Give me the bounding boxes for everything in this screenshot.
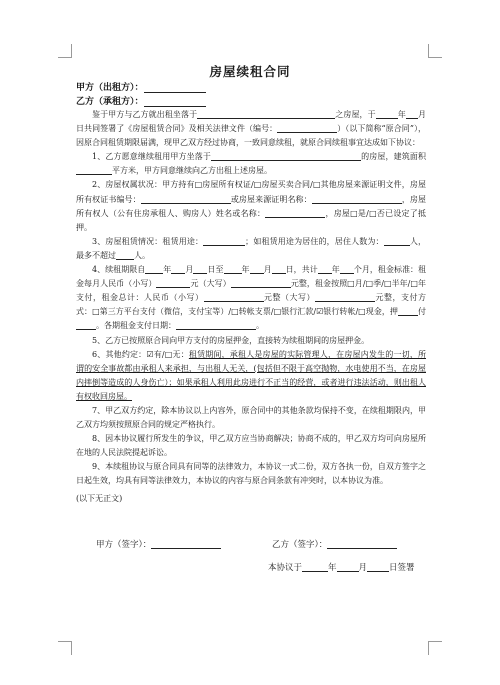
crop-mark-top-left — [58, 44, 72, 58]
party-b-signature-blank[interactable] — [327, 540, 397, 549]
start-year-blank[interactable] — [145, 265, 163, 274]
sign-day-blank[interactable] — [367, 563, 389, 572]
start-month-blank[interactable] — [171, 265, 185, 274]
end-year-blank[interactable] — [224, 265, 242, 274]
party-b-blank[interactable] — [144, 98, 206, 107]
document-title: 房屋续租合同 — [209, 64, 291, 79]
clause-7: 7、甲乙双方约定，除本协议以上内容外，原合同中的其他条款均保持不变，在续租期限内，甲乙双方均须按照原合同的规定严格执行。 — [76, 405, 426, 430]
source-doc-blank[interactable] — [312, 195, 402, 204]
crop-mark-bottom-left — [58, 641, 72, 655]
pay-blank[interactable] — [76, 321, 96, 330]
party-b-line — [76, 94, 206, 107]
start-day-blank[interactable] — [193, 265, 207, 274]
party-a-blank[interactable] — [144, 84, 206, 93]
total-years-blank[interactable] — [318, 265, 332, 274]
clause-1: 1、乙方愿意继续租用甲方坐落于 的房屋，建筑面积平方米，甲方同意继续向乙方出租上述房屋。 — [76, 150, 426, 178]
property-address-blank[interactable] — [211, 152, 361, 161]
party-b-signature: 乙方（签字）： — [272, 538, 397, 550]
crop-mark-top-right — [428, 44, 442, 58]
contract-body — [76, 108, 426, 506]
pay-date-blank[interactable] — [176, 321, 256, 330]
clause-4: 4、续租期限自 年 月 日至 年 月 日，共计 年 个月，租金标准：租金每月人民币（小写） 元（大写） 元整，租金按照□月/□季/□半年/□年支付，租金总计：人民币（小写） 元整（大写） 元整，支付方式：□第三方平台支付（微信，支付宝等）/□转帐支票/□银行汇款/☑银行转帐/□现金，押 付。各期租金支付日期： 。 — [76, 265, 427, 331]
end-month-blank[interactable] — [250, 265, 264, 274]
crop-mark-bottom-right — [428, 641, 442, 655]
month-blank[interactable] — [406, 110, 418, 119]
deposit-blank[interactable] — [398, 307, 418, 316]
area-blank[interactable] — [76, 166, 112, 175]
residents-blank[interactable] — [384, 237, 410, 246]
owner-name-blank[interactable] — [265, 209, 325, 218]
sign-year-blank[interactable] — [302, 563, 328, 572]
year-blank[interactable] — [376, 110, 398, 119]
end-of-text-note: (以下无正文) — [76, 493, 123, 503]
total-large-blank[interactable] — [315, 293, 375, 302]
contract-number-blank[interactable] — [277, 124, 337, 133]
max-residents-blank[interactable] — [116, 251, 134, 260]
party-a-signature-blank[interactable] — [151, 540, 221, 549]
clause-2: 2、房屋权属状况：甲方持有□房屋所有权证/□房屋买卖合同/□其他房屋来源证明文件，房屋所有权证书编号： 或房屋来源证明名称： ，房屋所有权人（公有住房承租人、购房人）姓名或名称： ，房屋□是/□否已设定了抵押。 — [76, 180, 427, 232]
signing-date: 本协议于 年 月 日签署 — [268, 563, 415, 573]
rent-small-blank[interactable] — [156, 279, 190, 288]
party-a-line — [76, 80, 206, 93]
party-a-label: 甲方（出租方）： — [76, 83, 144, 93]
party-a-signature: 甲方（签字）： — [96, 538, 221, 550]
clause-3: 3、房屋租赁情况：租赁用途： ；如租赁用途为居住的，居住人数为： 人，最多不超过 人。 — [76, 236, 427, 260]
sign-month-blank[interactable] — [337, 563, 359, 572]
preamble-paragraph: 鉴于甲方与乙方就出租坐落于 之房屋，于 年 月日共同签署了《房屋租赁合同》及相关法律文件（编号： ）（以下简称“原合同”），因原合同租赁期限届满，现甲乙双方经过协商，一致同意续租，就原合同续租事宜达成如下协议： — [76, 110, 427, 148]
certificate-number-blank[interactable] — [141, 195, 231, 204]
usage-blank[interactable] — [203, 237, 245, 246]
rent-large-blank[interactable] — [231, 279, 291, 288]
clause-6: 6、其他约定：☑有/□无：租赁期间，承租人是房屋的实际管理人，在房屋内发生的一切，所谓的安全事故都由承租人来承担，与出租人无关，(包括但不限于高空抛物，水电使用不当，在房屋内摔倒等造成的人身伤亡）；如果承租人利用此房进行不正当的经营，或者进行违法活动，则出租人有权收回房屋。 — [76, 349, 426, 401]
clause-9: 9、本续租协议与原合同具有同等的法律效力，本协议一式二份，双方各执一份，自双方签字之日起生效，均具有同等法律效力，本协议的内容与原合同条款有冲突时，以本协议为准。 — [76, 462, 426, 486]
clause-8: 8、因本协议履行所发生的争议，甲乙双方应当协商解决；协商不成的，甲乙双方均可向房屋所在地的人民法院提起诉讼。 — [76, 434, 426, 458]
total-months-blank[interactable] — [340, 265, 354, 274]
address-blank[interactable] — [197, 110, 335, 119]
party-b-label: 乙方（承租方）： — [76, 97, 144, 107]
clause-5: 5、乙方已按照原合同向甲方支付的房屋押金，直接转为续租期间的房屋押金。 — [92, 335, 370, 345]
end-day-blank[interactable] — [272, 265, 286, 274]
total-small-blank[interactable] — [204, 293, 264, 302]
